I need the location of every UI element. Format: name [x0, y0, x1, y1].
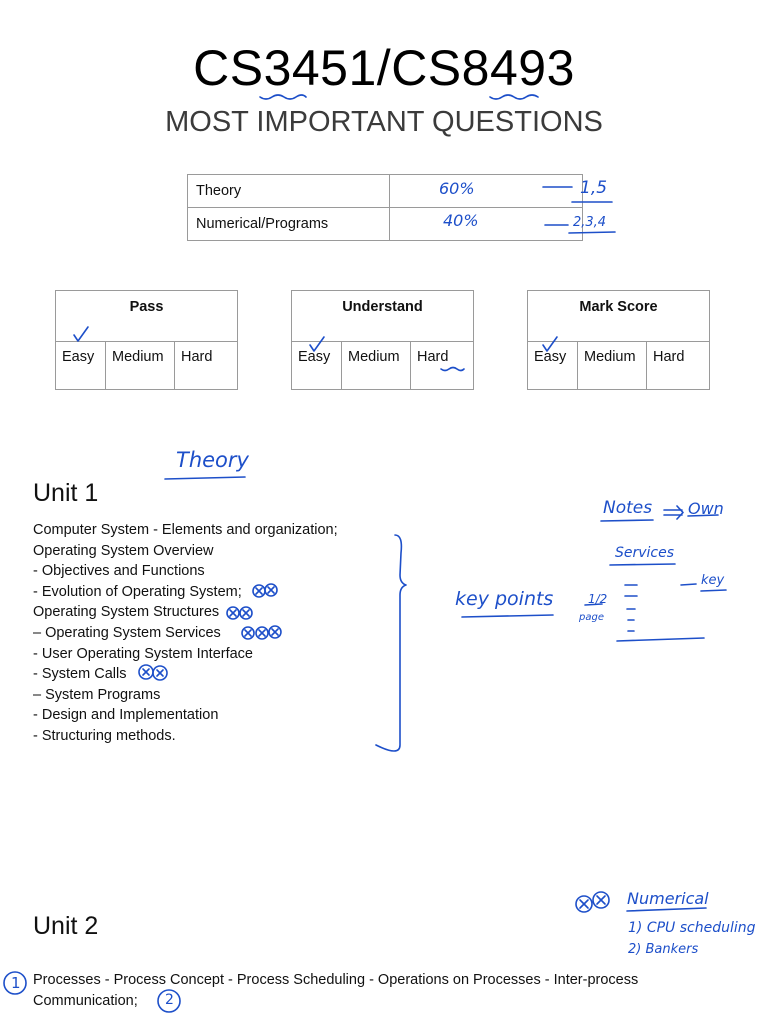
level-cell-hard: Hard: [175, 342, 238, 390]
weightage-label: Theory: [188, 175, 390, 208]
unit-1-heading: Unit 1: [33, 479, 99, 507]
title-squiggle-1: [260, 95, 306, 99]
unit-2-heading: Unit 2: [33, 912, 99, 940]
level-cell-hard: Hard: [411, 342, 474, 390]
key-underline: [701, 590, 726, 591]
level-cell-medium: Medium: [342, 342, 411, 390]
key-points-underline: [462, 615, 553, 617]
list-item: - Structuring methods.: [33, 727, 176, 744]
bullet-block-underline: [617, 638, 704, 641]
unit-2-paragraph-line: Communication;: [33, 992, 138, 1009]
list-item: - Evolution of Operating System;: [33, 583, 242, 600]
level-table-header: Pass: [56, 291, 238, 342]
half-page-word: page: [579, 612, 604, 623]
list-item: Computer System - Elements and organization;: [33, 522, 338, 538]
level-cell-hard: Hard: [647, 342, 710, 390]
circled-number-2-ring: [158, 990, 180, 1012]
mark-score-easy-check-icon: [543, 337, 557, 351]
document-title: CS3451/CS8493: [193, 40, 575, 96]
list-item: - Design and Implementation: [33, 707, 219, 724]
half-fraction-bar: [585, 604, 602, 605]
key-handwritten-label: key: [701, 573, 725, 588]
list-item: – System Programs: [33, 686, 161, 703]
own-underline: [688, 515, 718, 516]
title-squiggle-2: [490, 95, 538, 99]
level-cell-medium: Medium: [578, 342, 647, 390]
list-item: Operating System Structures: [33, 604, 220, 621]
level-cell-easy: Easy: [528, 342, 578, 390]
notes-handwritten-label: Notes: [603, 498, 653, 518]
theory-heading-underline: [165, 477, 245, 479]
services-handwritten-label: Services: [615, 545, 675, 561]
pass-easy-check-icon: [74, 327, 88, 341]
key-dash: [681, 584, 696, 585]
theory-units-note: 1,5: [580, 178, 608, 198]
notes-underline: [601, 520, 653, 521]
list-item: – Operating System Services: [33, 624, 221, 641]
numerical-underline: [627, 908, 706, 911]
level-table-header: Mark Score: [528, 291, 710, 342]
numerical-percent-note: 40%: [443, 211, 479, 230]
services-underline: [610, 564, 675, 565]
unit-2-paragraph-line: Processes - Process Concept - Process Scheduling - Operations on Processes - Inter-process: [33, 972, 639, 988]
key-points-handwritten-label: key points: [455, 588, 554, 610]
implies-arrow-icon: [664, 506, 683, 519]
numerical-units-underline: [569, 232, 615, 233]
level-cell-easy: Easy: [292, 342, 342, 390]
hard-squiggle: [441, 368, 464, 371]
circled-number-1: 1: [11, 974, 21, 992]
level-cell-medium: Medium: [106, 342, 175, 390]
list-item: - Objectives and Functions: [33, 563, 205, 580]
level-cell-easy: Easy: [56, 342, 106, 390]
curly-brace: [376, 535, 406, 751]
half-page-number: 1/2: [588, 592, 608, 606]
cpu-scheduling-note: 1) CPU scheduling: [628, 920, 756, 936]
list-item: - System Calls: [33, 666, 127, 683]
list-item: Operating System Overview: [33, 542, 214, 559]
level-table-header: Understand: [292, 291, 474, 342]
circled-number-2: 2: [165, 992, 174, 1008]
circled-number-1-ring: [4, 972, 26, 994]
theory-handwritten-label: Theory: [176, 448, 249, 472]
own-handwritten-label: Own: [688, 499, 724, 518]
numerical-handwritten-label: Numerical: [627, 889, 709, 908]
weightage-label: Numerical/Programs: [188, 208, 390, 241]
document-subtitle: MOST IMPORTANT QUESTIONS: [165, 106, 603, 138]
list-item: - User Operating System Interface: [33, 645, 253, 662]
understand-easy-check-icon: [310, 337, 324, 351]
numerical-units-note: 2,3,4: [573, 215, 607, 230]
bankers-note: 2) Bankers: [628, 942, 699, 957]
theory-percent-note: 60%: [439, 179, 475, 198]
